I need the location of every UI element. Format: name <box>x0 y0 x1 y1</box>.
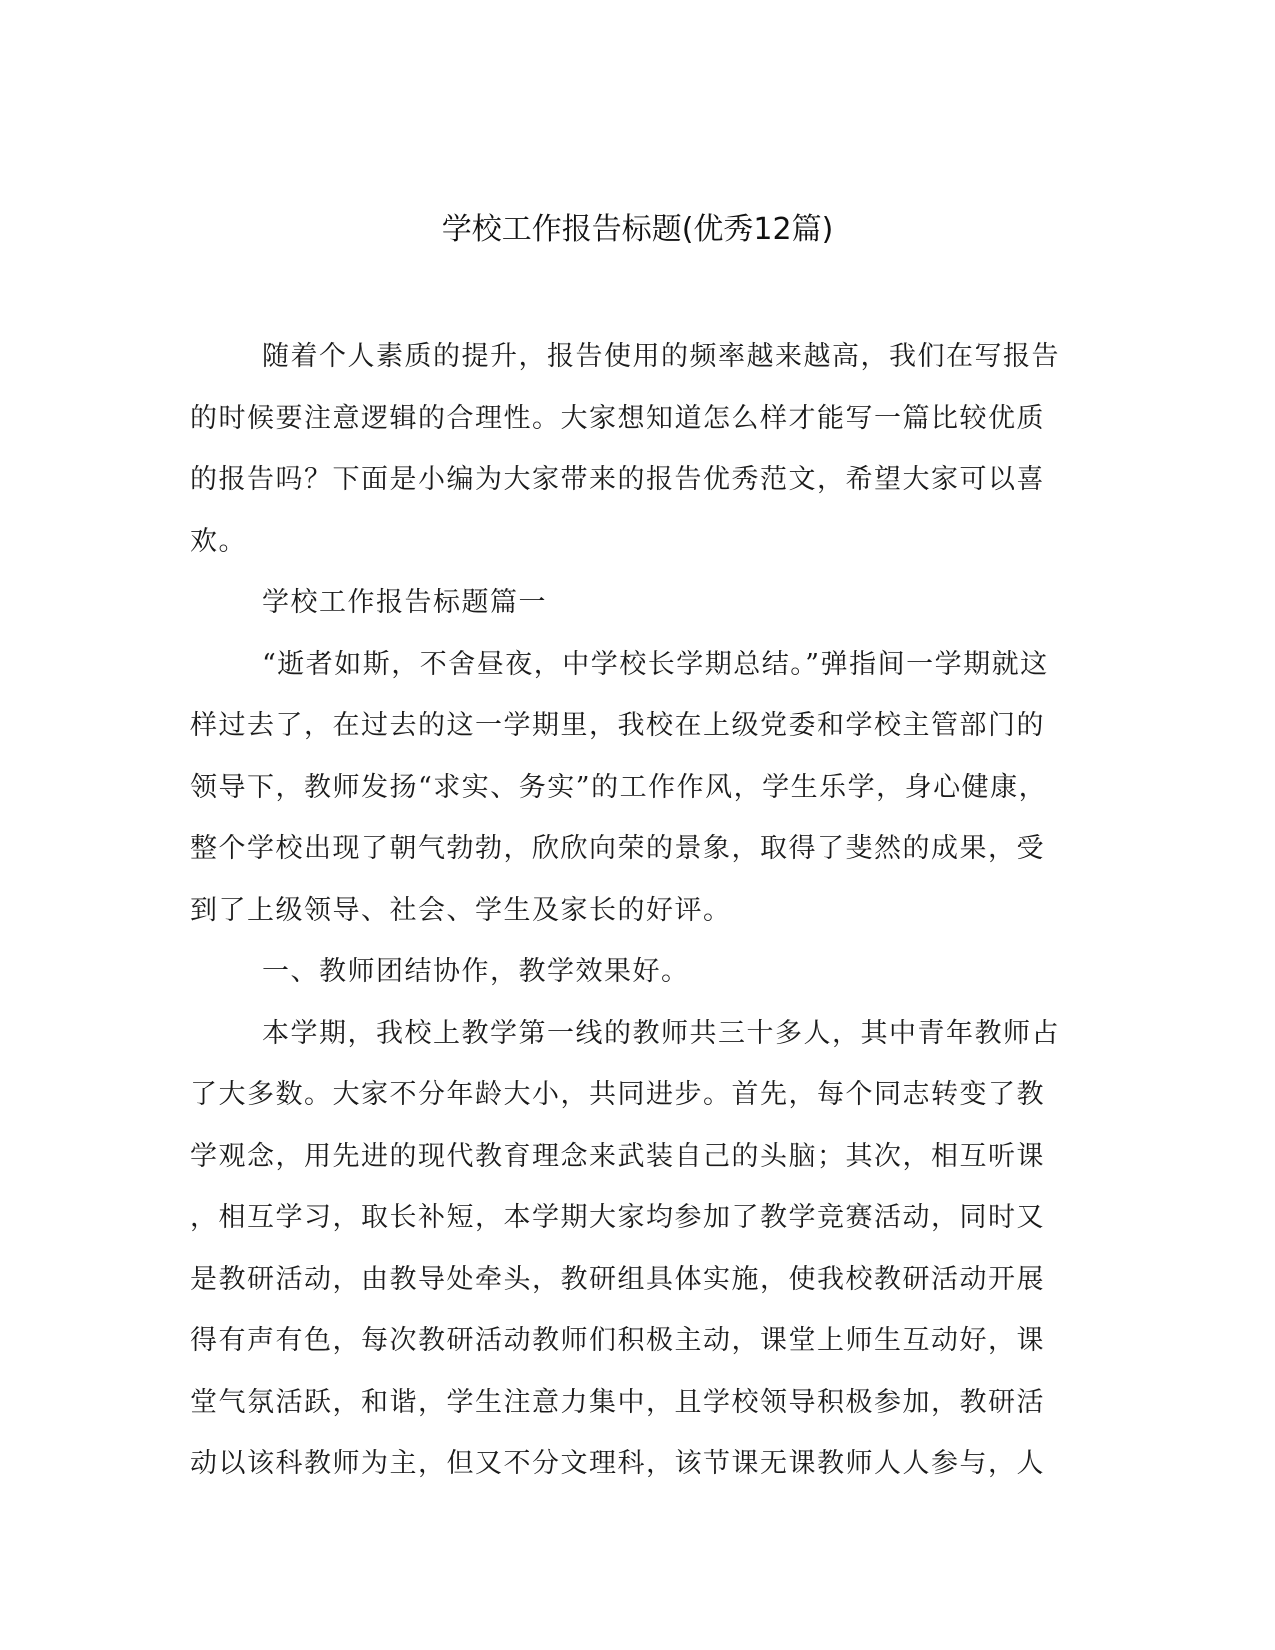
text-line: 一、教师团结协作，教学效果好。 <box>262 956 690 987</box>
text-line: 本学期，我校上教学第一线的教师共三十多人，其中青年教师占 <box>262 1017 1060 1049</box>
text-line: “逝者如斯，不舍昼夜，中学校长学期总结。”弹指间一学期就这 <box>262 648 1049 680</box>
text-line: 整个学校出现了朝气勃勃，欣欣向荣的景象，取得了斐然的成果，受 <box>190 833 1045 864</box>
text-line: ，相互学习，取长补短，本学期大家均参加了教学竞赛活动，同时又 <box>190 1202 1045 1233</box>
document-body <box>190 326 1090 1495</box>
text-line: 到了上级领导、社会、学生及家长的好评。 <box>190 894 732 926</box>
text-line: 的时候要注意逻辑的合理性。大家想知道怎么样才能写一篇比较优质 <box>190 402 1045 434</box>
text-line: 动以该科教师为主，但又不分文理科，该节课无课教师人人参与，人 <box>190 1448 1045 1479</box>
subheading-teacher-cooperation <box>190 941 1090 1003</box>
text-line: 是教研活动，由教导处牵头，教研组具体实施，使我校教研活动开展 <box>190 1263 1045 1295</box>
text-line: 学校工作报告标题篇一 <box>262 587 547 618</box>
text-line: 得有声有色，每次教研活动教师们积极主动，课堂上师生互动好，课 <box>190 1325 1045 1356</box>
text-line: 欢。 <box>190 525 247 557</box>
paragraph-intro <box>190 326 1090 572</box>
paragraph-opening <box>190 634 1090 942</box>
text-line: 随着个人素质的提升，报告使用的频率越来越高，我们在写报告 <box>262 341 1060 372</box>
text-line: 领导下，教师发扬“求实、务实”的工作作风，学生乐学，身心健康， <box>190 771 1048 803</box>
section-heading-part-one <box>190 572 1090 634</box>
text-line: 了大多数。大家不分年龄大小，共同进步。首先，每个同志转变了教 <box>190 1079 1045 1110</box>
text-line: 堂气氛活跃，和谐，学生注意力集中，且学校领导积极参加，教研活 <box>190 1386 1045 1418</box>
text-line: 的报告吗？下面是小编为大家带来的报告优秀范文，希望大家可以喜 <box>190 464 1045 495</box>
document-title: 学校工作报告标题(优秀12篇) <box>441 212 834 247</box>
text-line: 样过去了，在过去的这一学期里，我校在上级党委和学校主管部门的 <box>190 710 1045 741</box>
text-line: 学观念，用先进的现代教育理念来武装自己的头脑；其次，相互听课 <box>190 1140 1045 1172</box>
paragraph-teaching <box>190 1003 1090 1495</box>
